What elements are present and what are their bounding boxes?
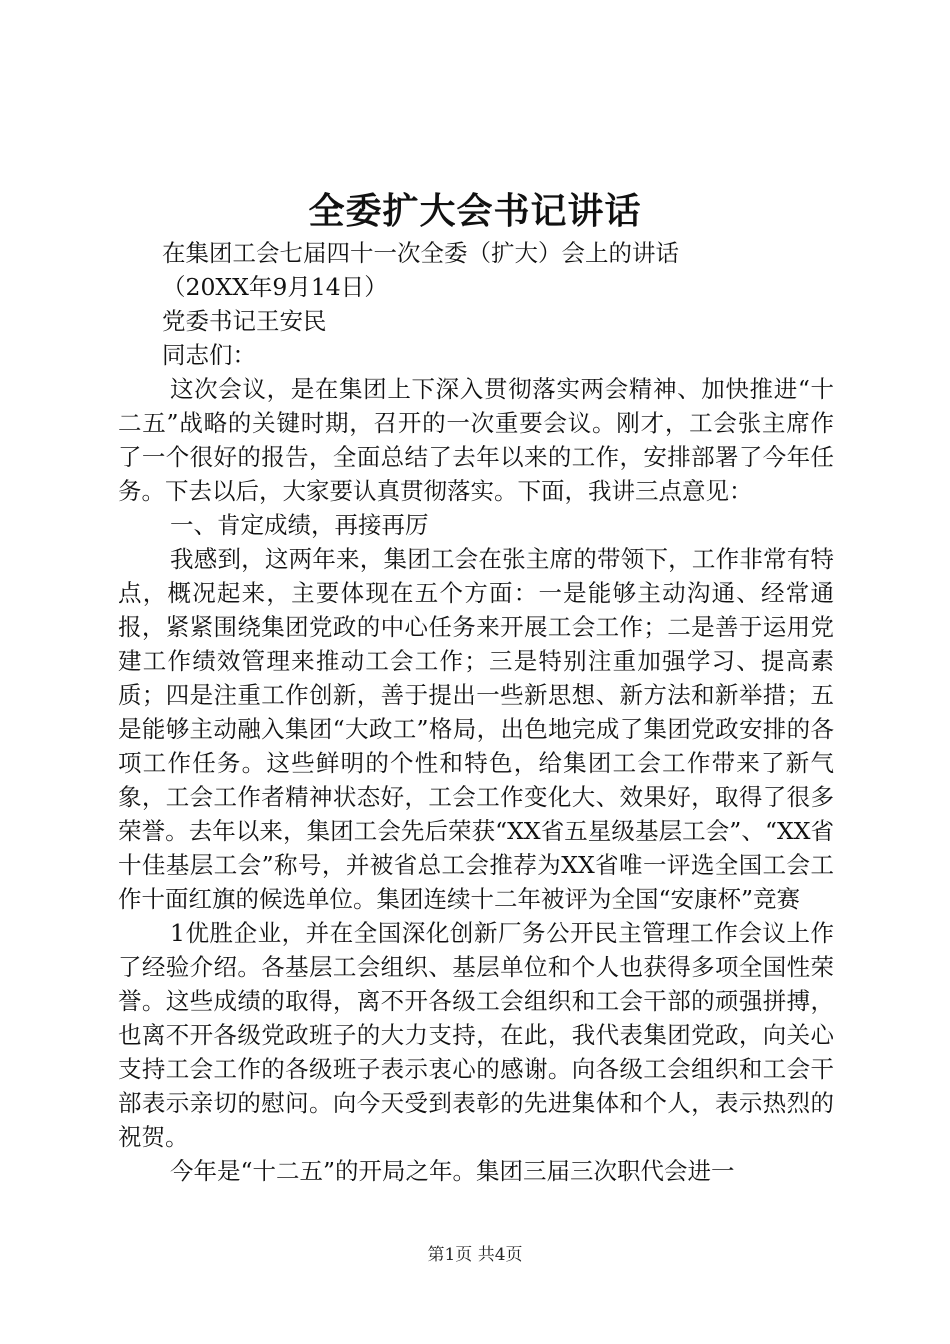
body-paragraph: 1优胜企业，并在全国深化创新厂务公开民主管理工作会议上作了经验介绍。各基层工会组织、基层单位和个人也获得多项全国性荣誉。这些成绩的取得，离不开各级工会组织和工会干部的顽强拼搏，也离不开各级党政班子的大力支持，在此，我代表集团党政，向关心支持工会工作的各级班子表示衷心的感谢。向各级工会组织和工会干部表示亲切的慰问。向今天受到表彰的先进集体和个人，表示热烈的祝贺。	[118, 919, 834, 1151]
document-subtitle: 在集团工会七届四十一次全委（扩大）会上的讲话	[162, 239, 679, 267]
salutation: 同志们：	[162, 341, 256, 369]
page-number-footer: 第1页 共4页	[427, 1245, 523, 1265]
body-paragraph: 这次会议，是在集团上下深入贯彻落实两会精神、加快推进“十二五”战略的关键时期，召开的一次重要会议。刚才，工会张主席作了一个很好的报告，全面总结了去年以来的工作，安排部署了今年任务。下去以后，大家要认真贯彻落实。下面，我讲三点意见：	[118, 375, 834, 505]
body-paragraph: 我感到，这两年来，集团工会在张主席的带领下，工作非常有特点，概况起来，主要体现在五个方面：一是能够主动沟通、经常通报，紧紧围绕集团党政的中心任务来开展工会工作；二是善于运用党建工作绩效管理来推动工会工作；三是特别注重加强学习、提高素质；四是注重工作创新，善于提出一些新思想、新方法和新举措；五是能够主动融入集团“大政工”格局，出色地完成了集团党政安排的各项工作任务。这些鲜明的个性和特色，给集团工会工作带来了新气象，工会工作者精神状态好，工会工作变化大、效果好，取得了很多荣誉。去年以来，集团工会先后荣获“XX省五星级基层工会”、“XX省十佳基层工会”称号，并被省总工会推荐为XX省唯一评选全国工会工作十面红旗的候选单位。集团连续十二年被评为全国“安康杯”竞赛	[118, 545, 834, 913]
document-body	[118, 236, 834, 1188]
document-date: （20XX年9月14日）	[162, 273, 388, 301]
document-title: 全委扩大会书记讲话	[308, 190, 642, 232]
section-heading: 一、肯定成绩，再接再厉	[170, 511, 429, 539]
speaker-line: 党委书记王安民	[162, 307, 327, 335]
body-paragraph: 今年是“十二五”的开局之年。集团三届三次职代会进一	[170, 1157, 735, 1185]
